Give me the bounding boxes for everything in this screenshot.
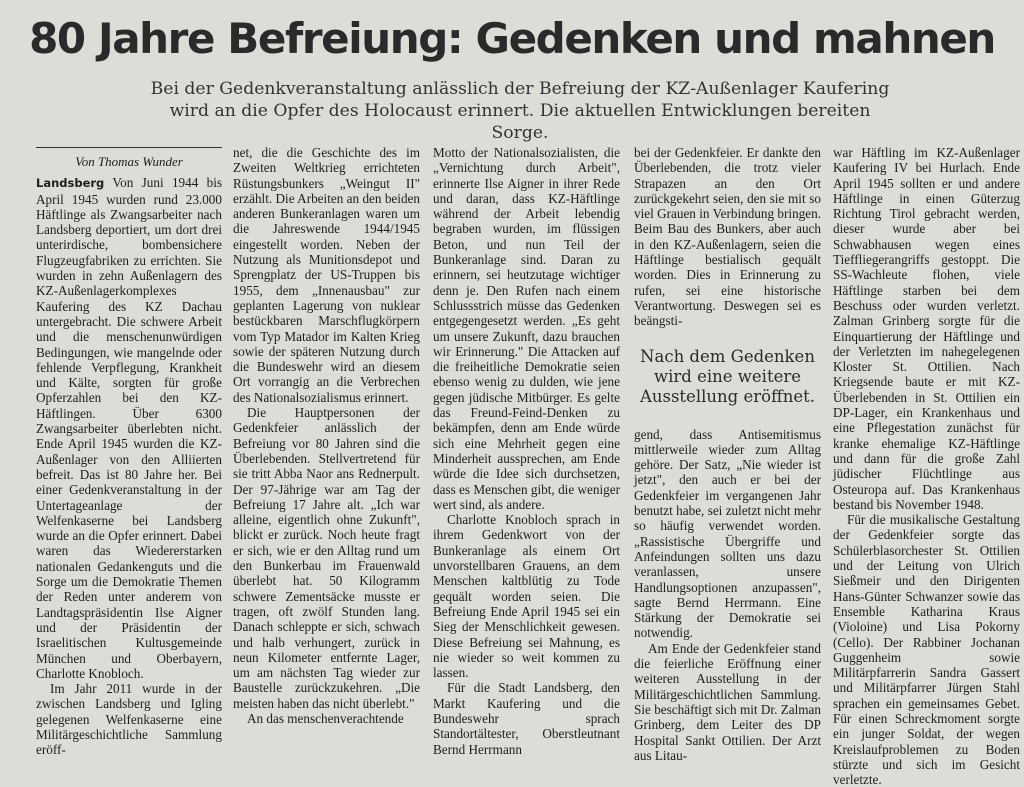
column-5-paragraph-2: Für die musikalische Gestaltung der Gedenkfeier sorgte das Schülerblasorchester St. Ottilien und der Leitung von Ulrich Sießmeir und den Dirigenten Hans-Günter Schwanzer sowie das Ensemble Katharina Kraus (Violoine) und Lisa Pokorny (Cello). Der Rabbiner Jochanan Guggenheim sowie Militärpfarrerin Sandra Gassert und Militärpfarrer Jürgen Stahl sprachen ein gemeinsames Gebet. Für einen Schreckmoment sorgte ein junger Soldat, der wegen Kreislaufproblemen zu Boden stürzte und sich im Gesicht verletzte. [833, 512, 1020, 787]
column-2-paragraph-2: Die Hauptpersonen der Gedenkfeier anlässlich der Befreiung vor 80 Jahren sind die Überlebenden. Stellvertretend für sie tritt Abba Naor ans Rednerpult. Der 97-Jährige war am Tag der Befreiung 17 Jahre alt. „Ich war alleine, eigentlich ohne Zukunft", blickt er zurück. Noch heute fragt er sich, wie er den Alltag rund um den Bunkerbau im Frauenwald überlebt hat. 50 Kilogramm schwere Zementsäcke musste er tragen, oft zwölf Stunden lang. Danach schleppte er sich, schwach und halb verhungert, zurück in neun Kilometer entfernte Lager, um am nächsten Tag wieder zur Baustelle zurückzukehren. „Die meisten haben das nicht überlebt." [233, 405, 420, 711]
column-5-paragraph-1: war Häftling im KZ-Außenlager Kaufering IV bei Hurlach. Ende April 1945 sollten er und andere Häftlinge in einen Güterzug Richtung Tirol gebracht werden, dieser wurde aber bei Schwabhausen wegen eines Tieffliegerangriffs gestoppt. Die SS-Wachleute flohen, viele Häftlinge starben bei dem Beschuss oder wurden verletzt. Zalman Grinberg sorgte für die Einquartierung der Häftlinge und der Verletzten im nahegelegenen Kloster St. Ottilien. Nach Kriegsende baute er mit KZ-Überlebenden in St. Ottilien ein DP-Lager, ein Krankenhaus und eine Pflegestation zunächst für kranke ehemalige KZ-Häftlinge und dann für die große Zahl jüdischer Flüchtlinge aus Osteuropa auf. Das Krankenhaus bestand bis November 1948. [833, 145, 1020, 512]
column-4-paragraph-1: bei der Gedenkfeier. Er dankte den Überlebenden, die trotz vieler Strapazen an den Ort zurückgekehrt seien, den sie mit so viel Grauen in Verbindung bringen. Beim Bau des Bunkers, aber auch in den KZ-Außenlagern, seien die Häftlinge bestialisch gequält worden. Dies in Erinnerung zu rufen, sei eine historische Verantwortung. Deswegen sei es beängsti- [634, 145, 821, 329]
byline: Von Thomas Wunder [75, 154, 183, 169]
column-4-paragraph-2: gend, dass Antisemitismus mittlerweile wieder zum Alltag gehöre. Der Satz, „Nie wieder ist jetzt", den auch er bei der Gedenkfeier im vergangenen Jahr benutzt habe, sei zuletzt nicht mehr so häufig verwendet worden. „Rassistische Übergriffe und Anfeindungen sollten uns dazu veranlassen, unsere Handlungsoptionen anzupassen", sagte Bernd Herrmann. Eine Stärkung der Demokratie sei notwendig. [634, 426, 821, 641]
column-4-paragraph-3: Am Ende der Gedenkfeier stand die feierliche Eröffnung einer weiteren Ausstellung in der Militärgeschichtlichen Sammlung. Sie beschäftigt sich mit Dr. Zalman Grinberg, dem Leiter des DP Hospital Sankt Ottilien. Der Arzt aus Litau- [634, 640, 821, 763]
column-1-paragraph-1-text: Von Juni 1944 bis April 1945 wurden rund 23.000 Häftlinge als Zwangsarbeiter nach Landsberg deportiert, um dort drei unterirdische, bombensichere Flugzeugfabriken zu errichten. Sie wurden in zehn Außenlagern des KZ-Außenlagerkomplexes Kaufering des KZ Dachau untergebracht. Die schwere Arbeit und die menschenunwürdigen Bedingungen, wie mangelnde oder fehlende Verpflegung, Krankheit und Kälte, sorgten für große Opferzahlen bei den KZ-Häftlingen. Über 6300 Zwangsarbeiter überlebten nicht. Ende April 1945 wurden die KZ-Außenlager von den Alliierten befreit. Das ist 80 Jahre her. Bei einer Gedenkveranstaltung in der Untertageanlage der Welfenkaserne bei Landsberg wurde an die Opfer erinnert. Dabei waren das Wiedererstarken nationalen Gedankenguts und die Sorge um die Demokratie Themen der Reden unter anderem von Landtagspräsidentin Ilse Aigner und der Präsidentin der Israelitischen Kultusgemeinde München und Oberbayern, Charlotte Knobloch. [36, 175, 222, 681]
column-3-paragraph-3: Für die Stadt Landsberg, den Markt Kaufering und die Bundeswehr sprach Standortältester, Oberstleutnant Bernd Herrmann [433, 680, 620, 757]
column-1-paragraph-2: Im Jahr 2011 wurde in der zwischen Landsberg und Igling gelegenen Welfenkaserne eine Militärgeschichtliche Sammlung eröff- [36, 681, 222, 758]
column-1-paragraph-1 [36, 175, 222, 681]
article-column-2 [233, 145, 420, 726]
article-column-1 [36, 145, 222, 758]
column-3-paragraph-1: Motto der Nationalsozialisten, die „Vernichtung durch Arbeit", erinnerte Ilse Aigner in ihrer Rede und daran, dass KZ-Häftlinge während der Arbeit lebendig begraben wurden, im flüssigen Beton, und nun Teil der Bunkeranlage sind. Daran zu erinnern, sei heutzutage wichtiger denn je. Den Rufen nach einem Schlussstrich müsse das Gedenken entgegengesetzt werden. „Es geht um unsere Zukunft, dazu brauchen wir Erinnerung." Die Attacken auf die freiheitliche Demokratie seien ebenso wenig zu dulden, wie jene gegen jüdische Mitbürger. Es gelte das Freund-Feind-Denken zu bekämpfen, denn am Ende würde sich eine Mehrheit gegen eine Minderheit aussprechen, am Ende würde die Idee sich durchsetzen, dass es Menschen gibt, die weniger wert sind, als andere. [433, 145, 620, 512]
article-column-5 [833, 145, 1020, 787]
column-2-paragraph-1: net, die die Geschichte des im Zweiten Weltkrieg errichteten Rüstungsbunkers „Weingut II" erzählt. Die Arbeiten an den beiden anderen Bunkeranlagen waren um die Jahreswende 1944/1945 eingestellt worden. Neben der Nutzung als Munitionsdepot und Sprengplatz der US-Truppen bis 1955, dem „Innenausbau" zur geplanten Lagerung von nuklear bestückbaren Marschflugkörpern vom Typ Matador im Kalten Krieg sowie der späteren Nutzung durch die Bundeswehr wird an diesem Ort vorrangig an die Verbrechen des Nationalsozialismus erinnert. [233, 145, 420, 405]
article-column-3 [433, 145, 620, 757]
article-subtitle: Bei der Gedenkveranstaltung anlässlich der Befreiung der KZ-Außenlager Kaufering wird an die Opfer des Holocaust erinnert. Die aktuellen Entwicklungen bereiten Sorge. [150, 79, 890, 143]
pull-quote: Nach dem Gedenken wird eine weitere Ausstellung eröffnet. [639, 346, 816, 406]
column-3-paragraph-2: Charlotte Knobloch sprach in ihrem Gedenkwort von der Bunkeranlage als einem Ort unvorstellbaren Grauens, an dem Menschen kaltblütig zu Tode gequält worden seien. Die Befreiung Ende April 1945 sei ein Sieg der Menschlichkeit gewesen. Diese Befreiung sei Mahnung, es nie wieder so weit kommen zu lassen. [433, 512, 620, 681]
article-headline: 80 Jahre Befreiung: Gedenken und mahnen [29, 14, 995, 63]
dateline: Landsberg [36, 176, 105, 191]
column-2-paragraph-3: An das menschenverachtende [247, 710, 404, 726]
article-column-4 [634, 145, 821, 763]
byline-rule-top [36, 147, 222, 148]
